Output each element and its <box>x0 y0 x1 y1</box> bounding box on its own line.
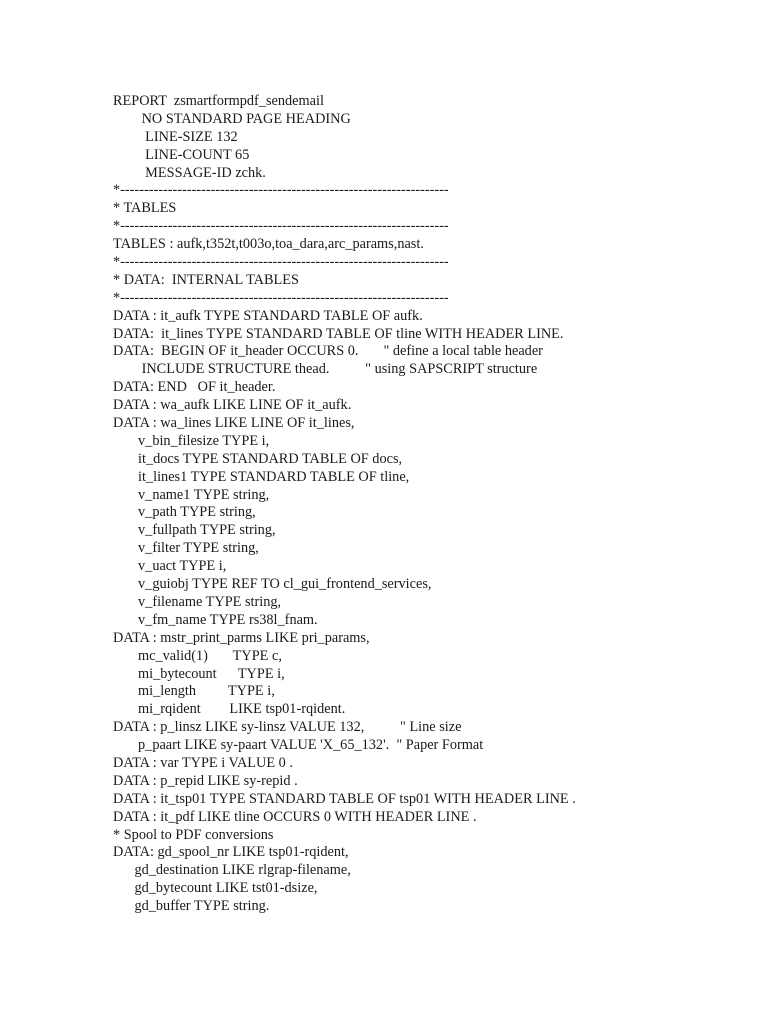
code-line: REPORT zsmartformpdf_sendemail <box>113 93 324 109</box>
code-line: DATA: END OF it_header. <box>113 379 276 396</box>
code-line: gd_bytecount LIKE tst01-dsize, <box>113 880 318 897</box>
code-line: mi_rqident LIKE tsp01-rqident. <box>113 701 346 718</box>
code-line: LINE-SIZE 132 <box>113 128 238 145</box>
code-line: INCLUDE STRUCTURE thead. " using SAPSCRIPT structure <box>113 361 538 378</box>
code-line: v_path TYPE string, <box>113 504 256 521</box>
code-line: v_guiobj TYPE REF TO cl_gui_frontend_services, <box>113 576 432 593</box>
code-line: DATA : it_aufk TYPE STANDARD TABLE OF aufk. <box>113 307 423 324</box>
code-line: * TABLES <box>113 200 177 217</box>
code-line: DATA : it_tsp01 TYPE STANDARD TABLE OF tsp01 WITH HEADER LINE . <box>113 790 576 807</box>
code-line: DATA: gd_spool_nr LIKE tsp01-rqident, <box>113 844 349 861</box>
code-line: mc_valid(1) TYPE c, <box>113 647 282 664</box>
code-line: NO STANDARD PAGE HEADING <box>113 110 351 127</box>
code-line: *--------------------------------------------------------------------- <box>113 182 449 199</box>
code-line: DATA: BEGIN OF it_header OCCURS 0. " define a local table header <box>113 343 543 360</box>
code-line: DATA : mstr_print_parms LIKE pri_params, <box>113 629 370 646</box>
code-line: *--------------------------------------------------------------------- <box>113 254 449 271</box>
code-line: v_filter TYPE string, <box>113 540 259 557</box>
code-line: LINE-COUNT 65 <box>113 146 250 163</box>
code-line: mi_length TYPE i, <box>113 683 275 700</box>
code-line: DATA : wa_lines LIKE LINE OF it_lines, <box>113 415 355 432</box>
code-line: it_lines1 TYPE STANDARD TABLE OF tline, <box>113 468 410 485</box>
code-line: * Spool to PDF conversions <box>113 826 274 843</box>
code-line: v_filename TYPE string, <box>113 593 282 610</box>
code-line: gd_destination LIKE rlgrap-filename, <box>113 862 351 879</box>
code-line: DATA : p_linsz LIKE sy-linsz VALUE 132, " Line size <box>113 719 462 736</box>
code-line: *--------------------------------------------------------------------- <box>113 289 449 306</box>
code-line: v_fm_name TYPE rs38l_fnam. <box>113 611 318 628</box>
code-line: it_docs TYPE STANDARD TABLE OF docs, <box>113 450 403 467</box>
code-line: DATA : wa_aufk LIKE LINE OF it_aufk. <box>113 397 352 414</box>
code-line: MESSAGE-ID zchk. <box>113 164 266 181</box>
code-line: DATA : p_repid LIKE sy-repid . <box>113 772 298 789</box>
code-line: * DATA: INTERNAL TABLES <box>113 271 299 288</box>
code-line: TABLES : aufk,t352t,t003o,toa_dara,arc_params,nast. <box>113 236 424 253</box>
code-line: DATA: it_lines TYPE STANDARD TABLE OF tline WITH HEADER LINE. <box>113 325 564 342</box>
code-line: v_fullpath TYPE string, <box>113 522 276 539</box>
code-line: DATA : var TYPE i VALUE 0 . <box>113 754 293 771</box>
source-code-listing <box>113 93 753 916</box>
code-line: p_paart LIKE sy-paart VALUE 'X_65_132'. " Paper Format <box>113 737 484 754</box>
code-line: v_name1 TYPE string, <box>113 486 270 503</box>
code-line: mi_bytecount TYPE i, <box>113 665 285 682</box>
code-line: *--------------------------------------------------------------------- <box>113 218 449 235</box>
code-line: v_bin_filesize TYPE i, <box>113 432 270 449</box>
code-line: v_uact TYPE i, <box>113 558 227 575</box>
code-line: DATA : it_pdf LIKE tline OCCURS 0 WITH HEADER LINE . <box>113 808 477 825</box>
code-line: gd_buffer TYPE string. <box>113 898 270 915</box>
